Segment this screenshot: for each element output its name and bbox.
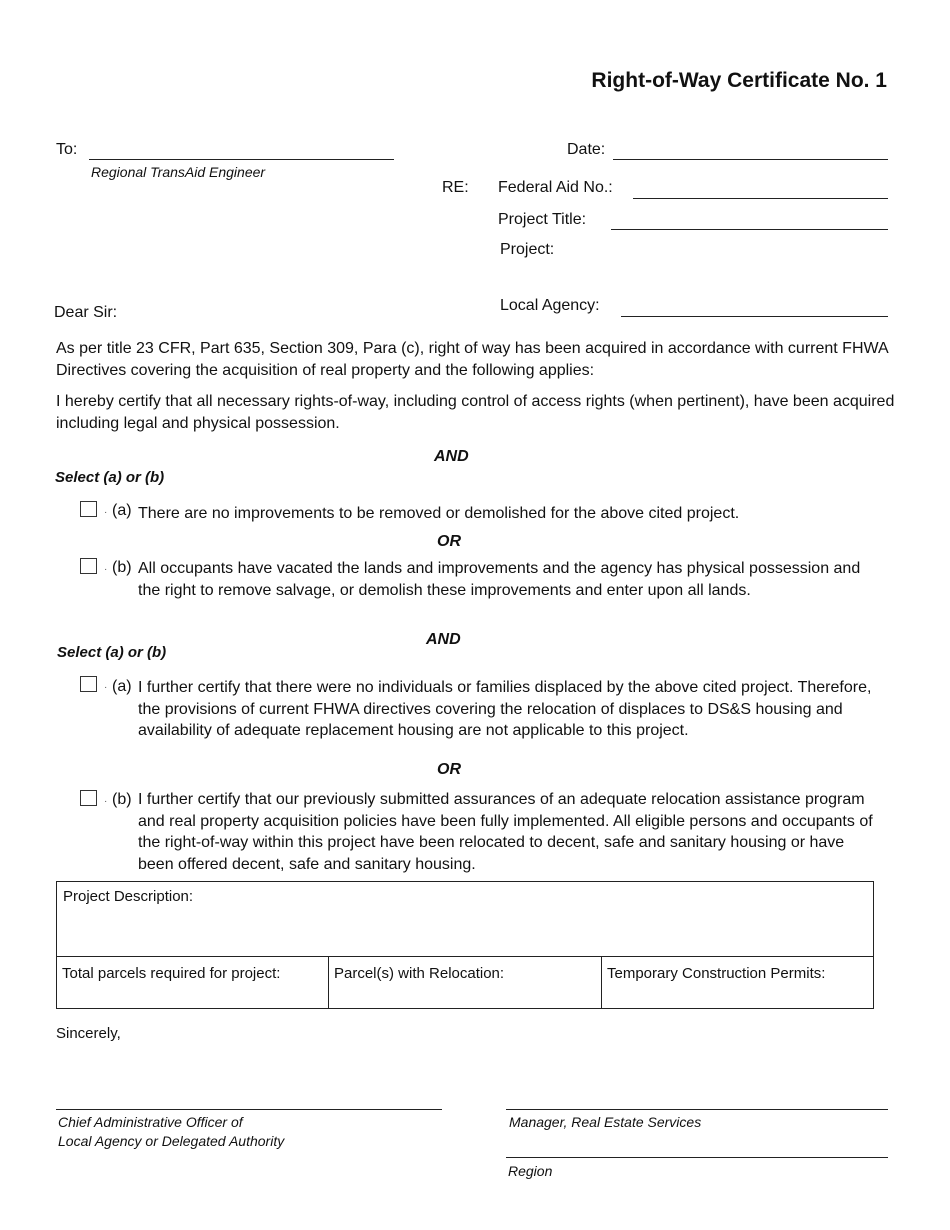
date-field[interactable] xyxy=(613,159,888,160)
signature-line-3[interactable] xyxy=(506,1157,888,1158)
dot-2b: · xyxy=(104,796,108,807)
dot-1b: · xyxy=(104,564,108,575)
salutation: Dear Sir: xyxy=(54,304,118,321)
sincerely-text: Sincerely, xyxy=(56,1025,121,1042)
project-description-label: Project Description: xyxy=(63,888,194,905)
relocation-label: Parcel(s) with Relocation: xyxy=(334,965,505,982)
project-title-label: Project Title: xyxy=(498,211,587,228)
project-info-table xyxy=(56,881,874,1009)
to-caption: Regional TransAid Engineer xyxy=(91,164,266,180)
local-agency-label: Local Agency: xyxy=(500,297,600,314)
re-label: RE: xyxy=(442,179,469,196)
total-parcels-label: Total parcels required for project: xyxy=(62,965,281,982)
date-label: Date: xyxy=(567,141,606,158)
signature-caption-2: Manager, Real Estate Services xyxy=(509,1114,702,1130)
select-label-1: Select (a) or (b) xyxy=(55,469,165,486)
table-row-divider xyxy=(57,956,873,957)
signature-line-1[interactable] xyxy=(56,1109,442,1110)
or-label-2: OR xyxy=(437,761,461,778)
table-col-divider-2 xyxy=(601,956,602,1008)
project-label: Project: xyxy=(500,241,555,258)
signature-caption-1a: Chief Administrative Officer of xyxy=(58,1114,243,1130)
signature-caption-3: Region xyxy=(508,1163,553,1179)
and-label-1: AND xyxy=(434,448,469,465)
option-2b-label: (b) xyxy=(112,791,132,808)
certify-paragraph: I hereby certify that all necessary rights-of-way, including control of access rights (when pertinent), have been acquired including legal and physical possession. xyxy=(56,393,895,432)
option-2b-checkbox[interactable] xyxy=(80,790,97,806)
intro-paragraph: As per title 23 CFR, Part 635, Section 309, Para (c), right of way has been acquired in accordance with current FHWA Directives covering the acquisition of real property and the following applies: xyxy=(56,340,888,379)
or-label-1: OR xyxy=(437,533,461,550)
signature-line-2[interactable] xyxy=(506,1109,888,1110)
option-1a-text: There are no improvements to be removed or demolished for the above cited project. xyxy=(138,505,740,522)
permits-label: Temporary Construction Permits: xyxy=(607,965,826,982)
to-label: To: xyxy=(56,141,78,158)
option-1a-checkbox[interactable] xyxy=(80,501,97,517)
table-col-divider-1 xyxy=(328,956,329,1008)
option-1b-checkbox[interactable] xyxy=(80,558,97,574)
dot-2a: · xyxy=(104,682,108,693)
option-2b-text: I further certify that our previously submitted assurances of an adequate relocation assistance program and real property acquisition policies have been fully implemented. All eligible persons and occupants of the right-of-way within this project have been relocated to decent, safe and sanitary housing or have been offered decent, safe and sanitary housing. xyxy=(138,791,873,873)
project-title-field[interactable] xyxy=(611,229,888,230)
option-2a-label: (a) xyxy=(112,678,132,695)
federal-aid-label: Federal Aid No.: xyxy=(498,179,613,196)
to-field[interactable] xyxy=(89,159,394,160)
page-title: Right-of-Way Certificate No. 1 xyxy=(591,69,887,92)
option-2a-checkbox[interactable] xyxy=(80,676,97,692)
dot-1a: · xyxy=(104,507,108,518)
option-2a-text: I further certify that there were no individuals or families displaced by the above cited project. Therefore, the provisions of current FHWA directives covering the relocation of displaces to DS&S housing and availability of adequate replacement housing are not applicable to this project. xyxy=(138,679,872,739)
option-1a-label: (a) xyxy=(112,502,132,519)
option-1b-label: (b) xyxy=(112,559,132,576)
local-agency-field[interactable] xyxy=(621,316,888,317)
and-label-2: AND xyxy=(426,631,461,648)
select-label-2: Select (a) or (b) xyxy=(57,644,167,661)
federal-aid-field[interactable] xyxy=(633,198,888,199)
signature-caption-1b: Local Agency or Delegated Authority xyxy=(58,1133,285,1149)
option-1b-text: All occupants have vacated the lands and improvements and the agency has physical possession and the right to remove salvage, or demolish these improvements and enter upon all lands. xyxy=(138,560,861,599)
